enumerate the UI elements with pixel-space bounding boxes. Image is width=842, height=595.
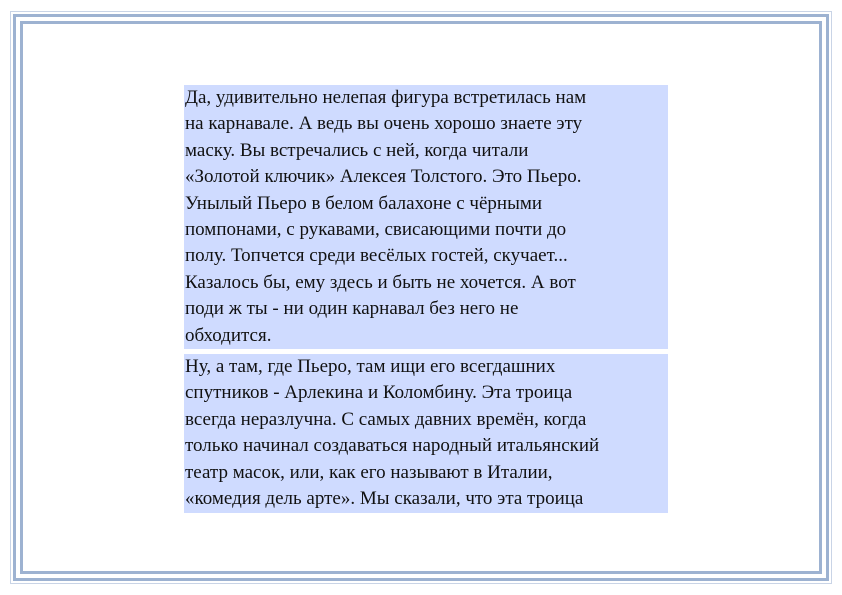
text-block — [184, 85, 668, 518]
text-line: полу. Топчется среди весёлых гостей, скучает... — [184, 243, 668, 269]
paragraph-2 — [184, 354, 668, 512]
text-line: помпонами, с рукавами, свисающими почти до — [184, 217, 668, 243]
text-line: спутников - Арлекина и Коломбину. Эта троица — [184, 380, 668, 406]
text-line: Казалось бы, ему здесь и быть не хочется. А вот — [184, 270, 668, 296]
text-line: поди ж ты - ни один карнавал без него не — [184, 296, 668, 322]
text-line: «комедия дель арте». Мы сказали, что эта троица — [184, 486, 668, 512]
text-line: «Золотой ключик» Алексея Толстого. Это Пьеро. — [184, 164, 668, 190]
text-line: обходится. — [184, 323, 668, 349]
text-line: Ну, а там, где Пьеро, там ищи его всегдашних — [184, 354, 668, 380]
text-line: театр масок, или, как его называют в Италии, — [184, 460, 668, 486]
text-line: на карнавале. А ведь вы очень хорошо знаете эту — [184, 111, 668, 137]
paragraph-1 — [184, 85, 668, 349]
text-line: всегда неразлучна. С самых давних времён, когда — [184, 407, 668, 433]
text-line: Да, удивительно нелепая фигура встретилась нам — [184, 85, 668, 111]
text-line: только начинал создаваться народный итальянский — [184, 433, 668, 459]
text-line: Унылый Пьеро в белом балахоне с чёрными — [184, 191, 668, 217]
text-line: маску. Вы встречались с ней, когда читали — [184, 138, 668, 164]
